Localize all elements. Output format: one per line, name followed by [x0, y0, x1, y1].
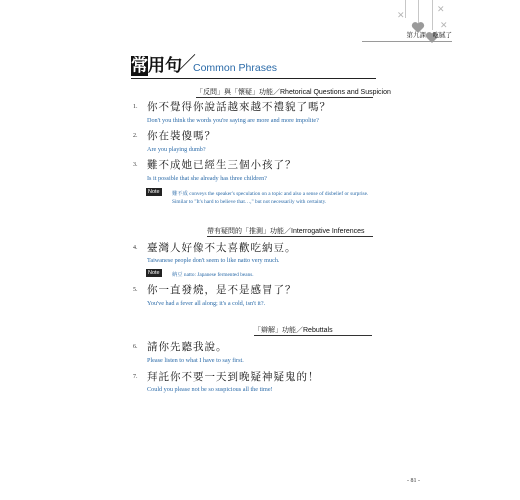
cross-icon: ✕ [397, 11, 405, 21]
item-number: 2. [133, 133, 138, 139]
phrase-zh: 臺灣人好像不太喜歡吃納豆。 [147, 242, 297, 254]
item-number: 5. [133, 287, 138, 293]
item-number: 7. [133, 374, 138, 380]
note-text: 納豆 natto: Japanese fermented beans. [172, 272, 254, 278]
phrase-en: Please listen to what I have to say first. [147, 357, 244, 364]
item-number: 1. [133, 104, 138, 110]
decor-line [432, 0, 433, 30]
section-rule [254, 335, 372, 336]
title-slash: ／ [176, 52, 196, 76]
decor-line [405, 0, 406, 18]
phrase-en: You've had a fever all along; it's a cold, isn't it?. [147, 300, 266, 307]
section-heading-zh: 「反問」與「懷疑」功能／ [196, 88, 280, 96]
section-heading-en: Interrogative Inferences [291, 228, 365, 235]
phrase-en: Is it possible that she already has three children? [147, 175, 267, 182]
section-heading-en: Rebuttals [303, 327, 333, 334]
title-highlight-char: 常 [131, 56, 148, 76]
section-rule [196, 97, 373, 98]
title-underline [131, 78, 376, 79]
phrase-en: Taiwanese people don't seem to like natto very much. [147, 257, 280, 264]
cross-icon: ✕ [440, 21, 448, 31]
phrase-en: Don't you think the words you're saying are more and more impolite? [147, 117, 319, 124]
item-number: 6. [133, 344, 138, 350]
section-heading-en: Rhetorical Questions and Suspicion [280, 89, 391, 96]
phrase-zh: 難不成她已經生三個小孩了？ [147, 159, 297, 171]
phrase-zh: 你在裝傻嗎？ [147, 130, 216, 142]
phrase-zh: 你一直發燒，是不是感冒了？ [147, 284, 297, 296]
note-text: Similar to "It's hard to believe that…," but not necessarily with certainty. [172, 199, 327, 205]
note-badge: Note [148, 270, 160, 276]
phrase-en: Are you playing dumb? [147, 146, 206, 153]
phrase-en: Could you please not be so suspicious all the time! [147, 386, 273, 393]
item-number: 3. [133, 162, 138, 168]
note-text: 難不成 conveys the speaker's speculation on a topic and also a sense of disbelief or surprise. [172, 191, 369, 197]
phrase-zh: 拜託你不要一天到晚疑神疑鬼的！ [147, 371, 320, 383]
page-title-zh: 用句 [148, 56, 182, 76]
note-badge: Note [148, 189, 160, 195]
section-heading-zh: 帶有疑問的「推測」功能／ [207, 227, 291, 235]
section-rule [207, 236, 373, 237]
section-heading-zh: 「辯解」功能／ [254, 326, 303, 334]
phrase-zh: 你不覺得你說話越來越不禮貌了嗎？ [147, 101, 331, 113]
page-number: - 81 - [407, 478, 420, 484]
phrase-zh: 請你先聽我說。 [147, 341, 228, 353]
page-title-en: Common Phrases [193, 62, 278, 74]
lesson-header-label: 第九課 吃膩了 [362, 27, 452, 42]
cross-icon: ✕ [437, 5, 445, 15]
item-number: 4. [133, 245, 138, 251]
